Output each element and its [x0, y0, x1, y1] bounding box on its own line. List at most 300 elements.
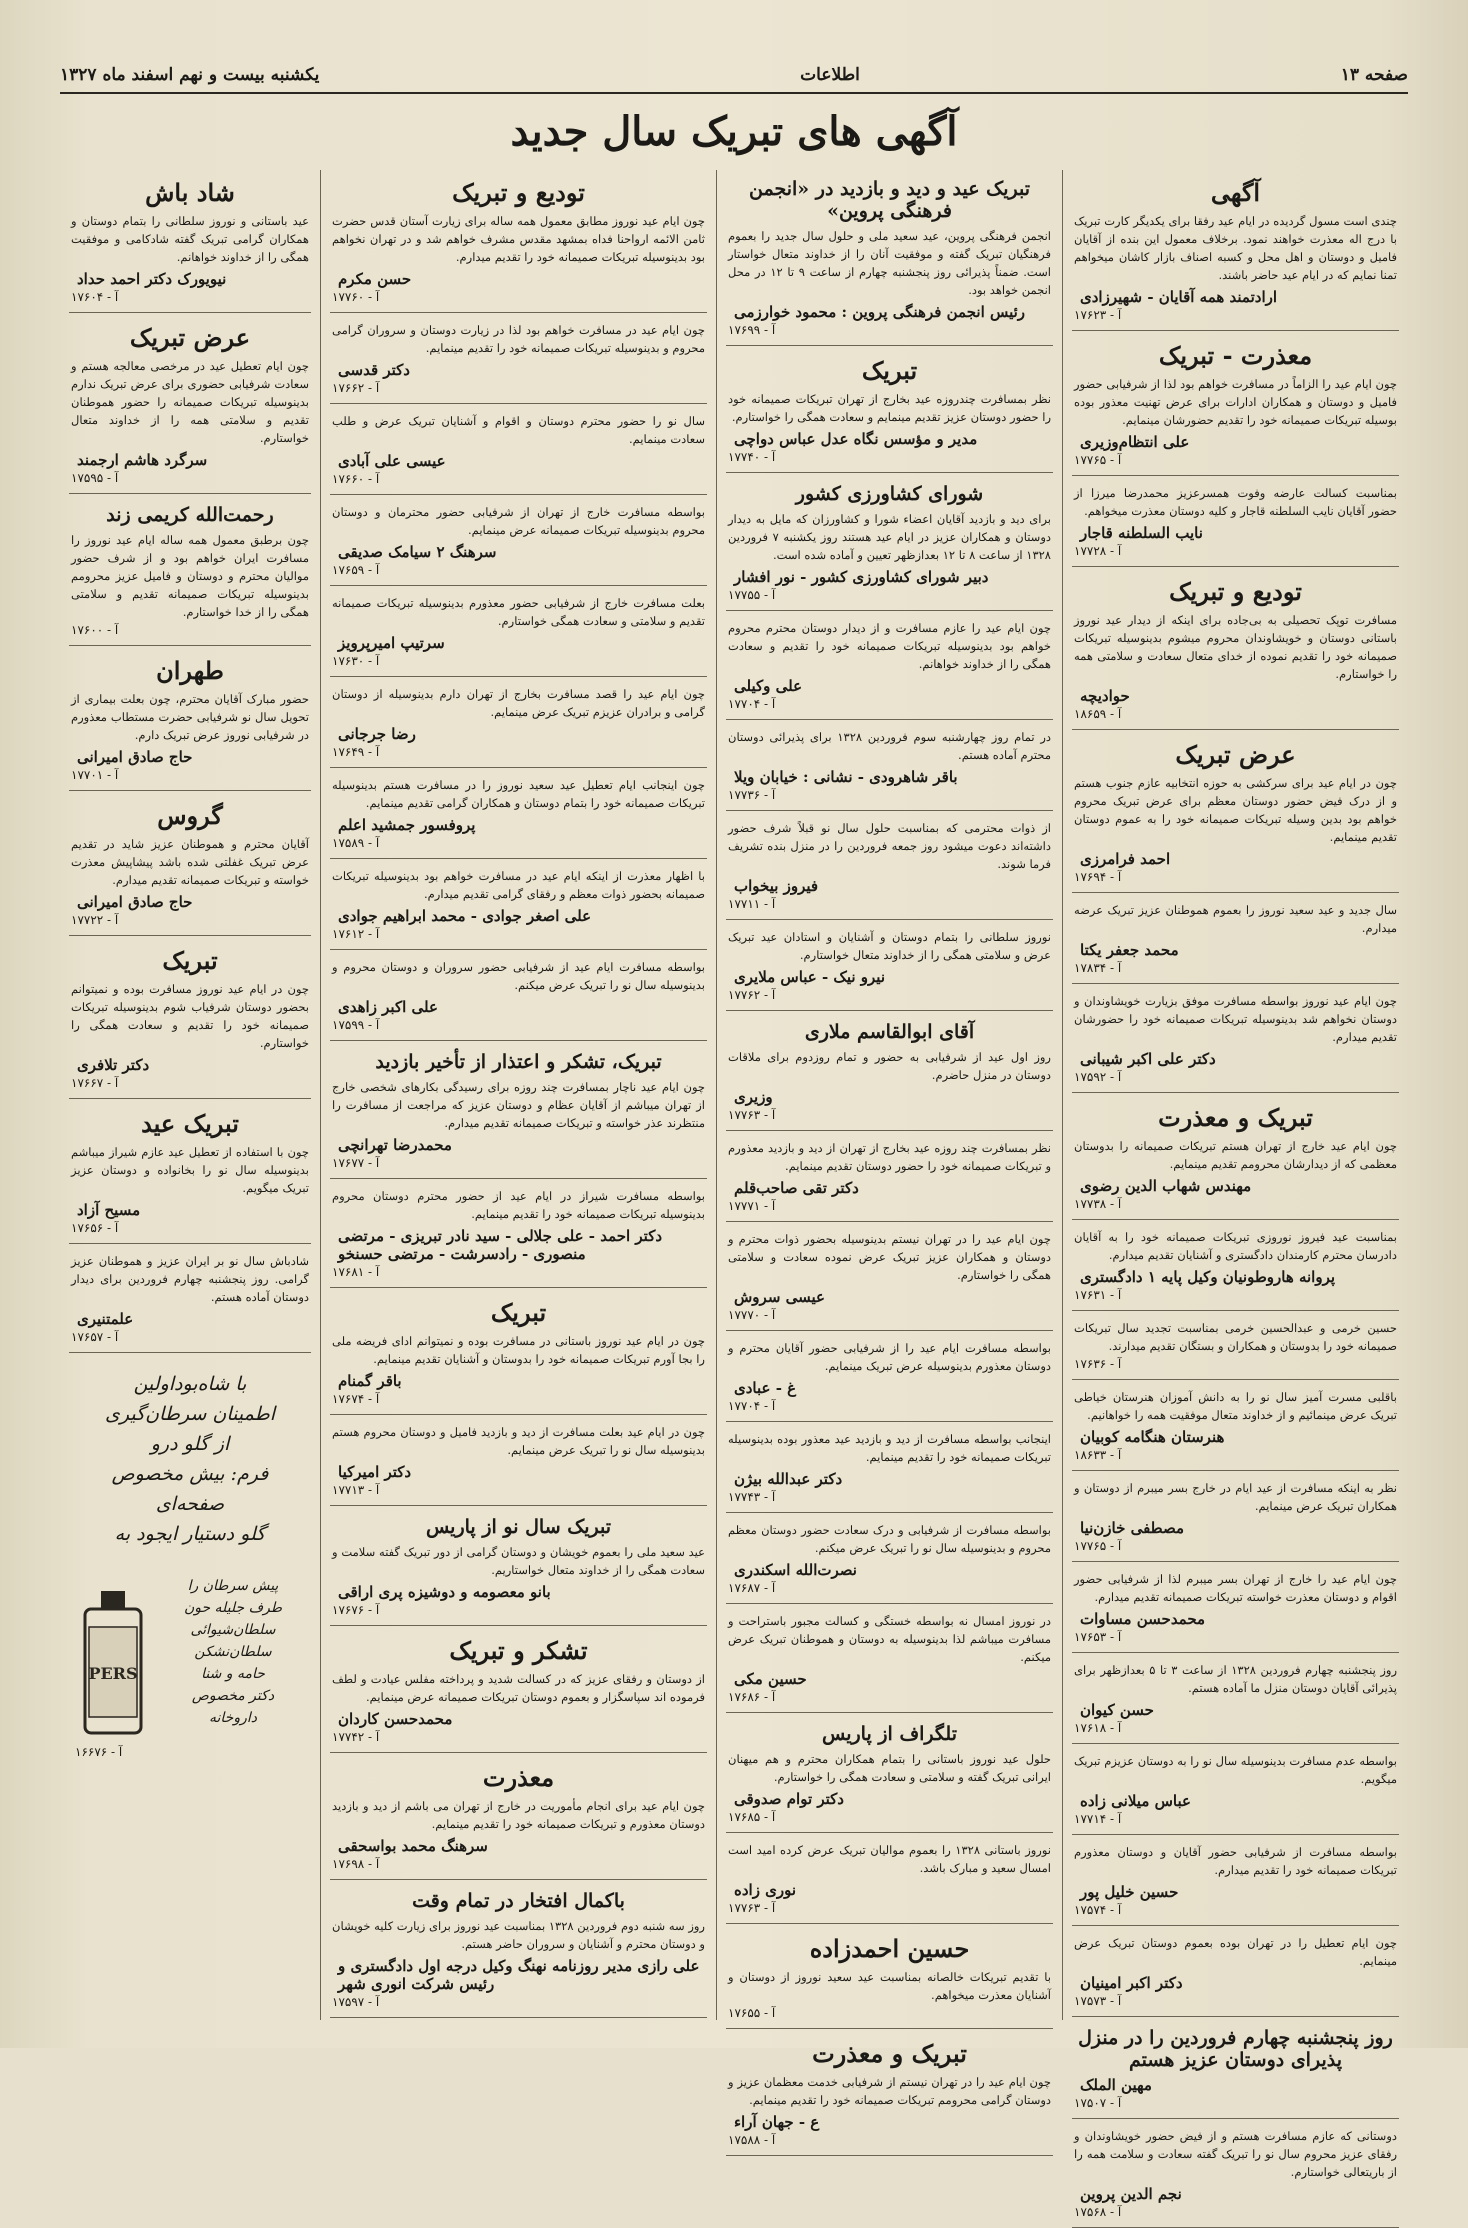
ad-block	[726, 1926, 1053, 2029]
ad-signature: سرهنگ محمد بواسحقی	[338, 1837, 488, 1855]
ad-code: ۱۷۶۹۴ - آ	[1074, 870, 1122, 884]
promo-side-line: حامه و شنا	[201, 1666, 265, 1682]
ad-signature: حسین خلیل پور	[1080, 1883, 1179, 1901]
ad-body: بواسطه مسافرت از شرفیابی حضور آقایان و دوستان معذورم تبریکات صمیمانه خود را تقدیم میدارم.	[1074, 1845, 1397, 1877]
ad-title: تبریک سال نو از پاریس	[425, 1516, 612, 1538]
ad-code: ۱۷۵۹۲ - آ	[1074, 1070, 1122, 1084]
ad-body: بواسطه مسافرت شیراز در ایام عید از حضور محترم دوستان محروم بدینوسیله تبریکات صمیمانه خود را تقدیم مینمایم.	[332, 1189, 705, 1221]
ad-body: با تقدیم تبریکات خالصانه بمناسبت عید سعید نوروز از دوستان و آشنایان معذرت میخواهم.	[728, 1970, 1051, 2002]
ad-code: ۱۷۷۶۳ - آ	[728, 1108, 776, 1122]
promo-line: صفحه‌ای	[155, 1493, 225, 1515]
ad-signature: مصطفی خازن‌نیا	[1080, 1519, 1185, 1537]
ad-block	[726, 922, 1053, 1011]
ad-signature: پروفسور جمشید اعلم	[338, 816, 476, 834]
ad-block	[726, 722, 1053, 811]
ad-block	[1072, 569, 1399, 730]
ad-signature: نیویورک دکتر احمد حداد	[77, 270, 227, 288]
ad-signature: سرتیپ امیرپرویز	[338, 634, 445, 652]
ad-body: باقلبی مسرت آمیز سال نو را به دانش آموزان هنرستان خیاطی تبریک عرض مینمائیم و از خداوند متعال موفقیت همه را خواهانیم.	[1074, 1390, 1397, 1422]
promo-side-text	[159, 1567, 307, 1737]
ad-code: ۱۷۶۵۵ - آ	[728, 2006, 776, 2020]
ad-block	[1072, 986, 1399, 1093]
ad-body: دوستانی که عازم مسافرت هستم و از فیض حضور خویشاوندان و رفقای عزیز محروم سال نو را تبریک گفته سعادت و سلامت همه را از باریتعالی خواستارم.	[1074, 2129, 1397, 2179]
ad-body: چون در ایام عید نوروز باستانی در مسافرت بوده و نمیتوانم ادای فریضه ملی را بجا آورم تبریکات صمیمانه خود را بدوستان و آشنایان تقدیم مینمایم.	[332, 1334, 705, 1366]
ad-body: چون در ایام عید برای سرکشی به حوزه انتخابیه عازم جنوب هستم و از درک فیض حضور دوستان معظم برای عرض تبریک محروم خواهم بود بدین وسیله تبریکات صمیمانه خود را به عموم دوستان تقدیم مینمایم.	[1074, 776, 1397, 844]
ad-code: ۱۷۶۰۰ - آ	[71, 623, 119, 637]
ad-signature: باقر شاهرودی - نشانی : خیابان ویلا	[734, 768, 958, 786]
promo-side-line: سلطان‌شیوائی	[190, 1622, 276, 1638]
ad-block	[69, 648, 311, 791]
promo-side-line: پیش سرطان را	[187, 1578, 279, 1594]
ad-code: ۱۷۶۱۸ - آ	[1074, 1721, 1122, 1735]
ad-body: چون ایام عید نوروز مطابق معمول همه ساله برای زیارت آستان قدس حضرت ثامن الائمه ارواحنا فداه بمشهد مقدس مشرف خواهم شد و در تهران نخواهم بود بدینوسیله تبریکات صمیمانه خود را تقدیم میدارم.	[332, 214, 705, 264]
ad-block	[1072, 333, 1399, 476]
ad-code: ۱۷۷۰۱ - آ	[71, 768, 119, 782]
ad-block	[1072, 1313, 1399, 1380]
ad-code: ۱۷۵۹۵ - آ	[71, 471, 119, 485]
ad-signature: علی انتظام‌وزیری	[1080, 433, 1190, 451]
column-1	[1062, 170, 1408, 2219]
ad-title: عرض تبریک	[1175, 740, 1296, 769]
ad-body: حلول عید نوروز باستانی را بتمام همکاران محترم و هم میهنان ایرانی تبریک گفته و سلامتی و سعادت همگی را خواستارم.	[728, 1752, 1051, 1784]
ad-block	[726, 1424, 1053, 1513]
ad-body: چندی است مسول گردیده در ایام عید رفقا برای یکدیگر کارت تبریک با درج اله معذرت خواهند نمود. برخلاف معمول این بنده از آقایان فامیل و دوستان و اهل محل و کسبه اصناف بازار کاشان میخواهم تمنا نمایم که در ایام عید حاضر باشند.	[1074, 214, 1397, 282]
ad-signature: دکتر عبدالله بیژن	[734, 1470, 843, 1488]
ad-title: آقای ابوالقاسم ملاری	[804, 1021, 975, 1043]
ad-block	[726, 1224, 1053, 1331]
ad-block	[1072, 1928, 1399, 2017]
ad-body: نوروز سلطانی را بتمام دوستان و آشنایان و استادان عید تبریک عرض و سلامتی همگی را از خداوند متعال خواستارم.	[728, 930, 1051, 962]
promo-side-line: طرف جلیله حون	[183, 1600, 283, 1616]
ad-code: ۱۷۶۱۲ - آ	[332, 927, 380, 941]
ad-block	[330, 1508, 707, 1626]
ad-signature: محمدحسن کاردان	[338, 1710, 453, 1728]
ad-title: تبریک و معذرت	[812, 2039, 967, 2068]
ad-title: معذرت	[482, 1763, 555, 1792]
ad-block	[1072, 2121, 1399, 2228]
ad-signature: مهین الملک	[1080, 2076, 1152, 2094]
ad-signature: نیرو نیک - عباس ملایری	[734, 968, 885, 986]
ad-signature: دبیر شورای کشاورزی کشور - نور افشار	[734, 568, 989, 586]
ad-block	[726, 1333, 1053, 1422]
ad-code: ۱۷۷۶۰ - آ	[332, 290, 380, 304]
ad-block	[330, 497, 707, 586]
ad-code: ۱۷۶۵۳ - آ	[1074, 1630, 1122, 1644]
ad-block	[69, 170, 311, 313]
promo-line: اطمینان سرطان‌گیری	[104, 1403, 276, 1425]
ad-code: ۱۸۶۵۹ - آ	[1074, 707, 1122, 721]
promo-text	[71, 1361, 309, 1557]
ad-signature: وزیری	[734, 1088, 773, 1106]
ad-body: انجمن فرهنگی پروین، عید سعید ملی و حلول سال جدید را بعموم فرهنگیان تبریک گفته و موفقیت آنان را از خداوند متعال خواستار است. ضمناً پذیرائی روز پنجشنبه چهارم از ساعت ۹ تا ۱۲ در محل انجمن خواهد بود.	[728, 229, 1052, 297]
ad-body: روز پنجشنبه چهارم فروردین ۱۳۲۸ از ساعت ۳ تا ۵ بعدازظهر برای پذیرائی آقایان دوستان منزل ما آماده هستم.	[1074, 1663, 1398, 1695]
ad-code: ۱۷۵۷۳ - آ	[1074, 1994, 1122, 2008]
ad-signature: باقر گمنام	[338, 1372, 402, 1390]
bottle-illustration	[73, 1587, 153, 1737]
ad-body: مسافرت توپک تحصیلی به بی‌جاده برای اینکه از دیدار عید نوروز باستانی دوستان و خویشاوندان محروم میشوم بدینوسیله تبریکات صمیمانه خود را تقدیم نموده از خدای متعال سعادت و سلامتی همه را خواستارم.	[1074, 613, 1397, 681]
ad-block	[1072, 732, 1399, 893]
ad-signature: دکتر اکبر امینیان	[1080, 1974, 1183, 1992]
promo-side-line: دکتر مخصوص	[191, 1688, 275, 1704]
ad-code: ۱۷۶۶۲ - آ	[332, 381, 380, 395]
ad-title: تبریک عید و دید و بازدید در «انجمن فرهنگی پروین»	[749, 178, 1030, 222]
ad-body: سال جدید و عید سعید نوروز را بعموم هموطنان عزیز تبریک عرضه میدارم.	[1074, 903, 1397, 935]
ad-body: با اظهار معذرت از اینکه ایام عید در مسافرت خواهم بود بدینوسیله تبریکات صمیمانه بحضور ذوات معظم و رفقای گرامی تقدیم میدارم.	[332, 869, 705, 901]
ad-code: ۱۷۶۸۶ - آ	[728, 1690, 776, 1704]
ad-body: حسین خرمی و عبدالحسین خرمی بمناسبت تجدید سال تبریکات صمیمانه خود را بدوستان و همکاران و بستگان تقدیم میدارند.	[1074, 1321, 1397, 1353]
ad-code: ۱۷۶۵۹ - آ	[332, 563, 380, 577]
ad-block	[726, 475, 1053, 611]
ad-block	[726, 348, 1053, 473]
ad-block	[726, 1835, 1053, 1924]
ad-body: چون برطبق معمول همه ساله ایام عید نوروز را مسافرت ایران خواهم بود و از شرف حضور موالیان محترم و دوستان و فامیل عزیز محرومم بدینوسیله تبریکات صمیمانه تقدیم و سلامتی همگی را از خدا خواستارم.	[71, 533, 309, 619]
ad-code: ۱۷۶۷۶ - آ	[332, 1603, 380, 1617]
ad-code: ۱۷۷۴۲ - آ	[332, 1730, 380, 1744]
ad-title: تبریک	[162, 946, 218, 975]
ad-code: ۱۷۶۰۴ - آ	[71, 290, 119, 304]
ad-signature: نایب السلطنه قاجار	[1080, 524, 1203, 542]
ad-code: ۱۷۵۸۹ - آ	[332, 836, 380, 850]
ad-title: حسین احمدزاده	[809, 1934, 970, 1963]
ad-signature: عباس میلانی زاده	[1080, 1792, 1191, 1810]
ad-block	[330, 1755, 707, 1880]
ad-code: ۱۷۷۷۱ - آ	[728, 1199, 776, 1213]
ad-block	[1072, 1655, 1399, 1744]
column-2	[716, 170, 1062, 2147]
ad-code: ۱۷۷۴۰ - آ	[728, 450, 776, 464]
ad-code: ۱۷۷۶۵ - آ	[1074, 453, 1122, 467]
ad-code: ۱۷۶۸۷ - آ	[728, 1581, 776, 1595]
ad-code: ۱۸۶۳۳ - آ	[1074, 1448, 1122, 1462]
ad-block	[1072, 1473, 1399, 1562]
ad-code: ۱۷۸۳۴ - آ	[1074, 961, 1122, 975]
ad-signature: سرگرد هاشم ارجمند	[77, 451, 208, 469]
ad-title: رحمت‌الله کریمی زند	[106, 504, 274, 526]
ad-body: سال نو را حضور محترم دوستان و اقوام و آشنایان تبریک عرض و طلب سعادت مینمایم.	[332, 414, 705, 446]
ad-signature: هنرستان هنگامه کوبیان	[1080, 1428, 1225, 1446]
ad-body: حضور مبارک آقایان محترم، چون بعلت بیماری از تحویل سال نو شرفیابی حضرت مستطاب معذورم در شرفیابی نوروز عرض تبریک دارم.	[71, 692, 309, 742]
ad-code: ۱۷۵۶۸ - آ	[1074, 2205, 1122, 2219]
ad-code: ۱۷۶۶۰ - آ	[332, 472, 380, 486]
ad-body: چون ایام عید ناچار بمسافرت چند روزه برای رسیدگی بکارهای شخصی خارج از تهران میباشم از آقایان عظام و دوستان عزیز که مراجعت از مسافرت را منتظرند عذر خواسته و تبریکات صمیمانه تقدیم میدارم.	[332, 1080, 705, 1130]
ad-code: ۱۷۷۱۳ - آ	[332, 1483, 380, 1497]
ad-body: چون ایام عید نوروز بواسطه مسافرت موفق بزیارت خویشاوندان و دوستان نخواهم شد بدینوسیله تبریکات صمیمانه خود را حضورشان تقدیم میدارم.	[1074, 994, 1397, 1044]
ad-title: تبریک، تشکر و اعتذار از تأخیر بازدید	[375, 1051, 662, 1073]
ad-code: ۱۷۷۰۴ - آ	[728, 1399, 776, 1413]
ad-code: ۱۷۶۷۷ - آ	[332, 1156, 380, 1170]
ad-title: روز پنجشنبه چهارم فروردین را در منزل پذیرای دوستان عزیز هستم	[1078, 2027, 1393, 2071]
ad-signature: حسن مکرم	[338, 270, 412, 288]
ad-block	[330, 170, 707, 313]
ad-signature: حاج صادق امیرانی	[77, 748, 193, 766]
ad-body: چون ایام عید را در تهران نیستم از شرفیابی خدمت معظمان عزیز و دوستان گرامی محرومم تبریکات صمیمانه خود را تقدیم مینمایم.	[728, 2075, 1051, 2107]
ad-code: ۱۷۷۱۴ - آ	[1074, 1812, 1122, 1826]
ad-block	[330, 679, 707, 768]
promo-line: فرم: بیش مخصوص	[111, 1463, 269, 1485]
ad-signature: علی اصغر جوادی - محمد ابراهیم جوادی	[338, 907, 592, 925]
ad-body: چون ایام عید برای انجام مأموریت در خارج از تهران می باشم از دید و بازدید دوستان معذورم و تبریکات صمیمانه خود را تقدیم مینمایم.	[332, 1799, 705, 1831]
ad-code: ۱۷۶۶۷ - آ	[71, 1076, 119, 1090]
ad-title: تبریک	[490, 1298, 547, 1327]
ad-code: ۱۷۷۴۳ - آ	[728, 1490, 776, 1504]
ad-body: چون ایام تعطیل عید در مرخصی معالجه هستم و سعادت شرفیابی حضوری برای عرض تبریک ندارم بدینوسیله تبریکات صمیمانه را حضور هموطنان تقدیم و سلامتی همه را از خداوند متعال خواستارم.	[71, 359, 309, 445]
newspaper-name: اطلاعات	[800, 65, 860, 85]
ad-title: تودیع و تبریک	[452, 178, 585, 207]
ad-body: از ذوات محترمی که بمناسبت حلول سال نو قبلاً شرف حضور داشته‌اند دعوت میشود روز جمعه فروردین را در منزل بنده تشریف فرما شوند.	[728, 821, 1051, 871]
ad-title: شورای کشاورزی کشور	[795, 483, 984, 505]
promo-side-line: سلطان‌نشکن	[194, 1644, 272, 1660]
ad-title: باکمال افتخار در تمام وقت	[412, 1890, 625, 1912]
ad-signature: علمتنیری	[77, 1310, 134, 1328]
ad-code: ۱۷۷۲۸ - آ	[1074, 544, 1122, 558]
ad-code: ۱۷۵۰۷ - آ	[1074, 2096, 1122, 2110]
ad-title: طهران	[156, 656, 224, 685]
ad-block	[330, 770, 707, 859]
ad-body: نوروز باستانی ۱۳۲۸ را بعموم موالیان تبریک عرض کرده امید است امسال سعید و مبارک باشد.	[728, 1843, 1051, 1875]
ad-block	[69, 315, 311, 494]
ad-body: بواسطه مسافرت ایام عید از شرفیابی حضور سروران و دوستان محروم و بدینوسیله سال نو را تبریک عرض میکنم.	[332, 960, 705, 992]
ad-body: چون در ایام عید بعلت مسافرت از دید و بازدید فامیل و دوستان محروم هستم بدینوسیله سال نو را تبریک عرض مینمایم.	[332, 1425, 705, 1457]
ad-block	[726, 1606, 1053, 1713]
ad-body: بواسطه مسافرت خارج از تهران از شرفیابی حضور محترمان و دوستان محروم بدینوسیله تبریکات صمیمانه عرض مینمایم.	[332, 505, 705, 537]
ad-block	[69, 1246, 311, 1353]
ad-code: ۱۷۶۴۹ - آ	[332, 745, 380, 759]
ad-signature: مهندس شهاب الدین رضوی	[1080, 1177, 1252, 1195]
ad-code: ۱۷۶۳۶ - آ	[1074, 1357, 1122, 1371]
ad-body: بعلت مسافرت خارج از شرفیابی حضور معذورم بدینوسیله تبریکات صمیمانه تقدیم و سلامتی و سعادت همگی خواستارم.	[332, 596, 705, 628]
ad-signature: دکتر توام صدوقی	[734, 1790, 844, 1808]
ad-title: تلگراف از پاریس	[822, 1723, 957, 1745]
ad-signature: بانو معصومه و دوشیزه پری اراقی	[338, 1583, 551, 1601]
ad-code: ۱۷۵۹۷ - آ	[332, 1995, 380, 2009]
ad-body: در تمام روز چهارشنبه سوم فروردین ۱۳۲۸ برای پذیرائی دوستان محترم آماده هستم.	[728, 730, 1051, 762]
ad-block	[330, 1290, 707, 1415]
ad-body: نظر بمسافرت چندروزه عید بخارج از تهران تبریکات صمیمانه خود را حضور دوستان عزیز تقدیم مینمایم و سعادت همگی را خواستارم.	[728, 392, 1051, 424]
ad-body: چون ایام عید در مسافرت خواهم بود لذا در زیارت دوستان و سروران گرامی محروم و بدینوسیله تبریکات صمیمانه خود را تقدیم مینمایم.	[332, 323, 705, 355]
ad-block	[1072, 2019, 1399, 2119]
ad-body: برای دید و بازدید آقایان اعضاء شورا و کشاورزان که مایل به دیدار دوستان و همکاران عزیز در ایام عید هستند روز یکشنبه ۷ فروردین ۱۳۲۸ از ساعت ۸ تا ۱۲ بعدازظهر تعیین و آماده شده است.	[728, 512, 1051, 562]
ad-code: ۱۷۶۸۱ - آ	[332, 1265, 380, 1279]
ad-signature: حسین مکی	[734, 1670, 807, 1688]
ad-block	[69, 496, 311, 646]
ad-body: چون ایام تعطیل را در تهران بوده بعموم دوستان تبریک عرض مینمایم.	[1074, 1936, 1397, 1968]
ad-code: ۱۷۵۹۹ - آ	[332, 1018, 380, 1032]
ad-signature: محمدحسن مساوات	[1080, 1610, 1206, 1628]
ad-body: شادباش سال نو بر ایران عزیز و هموطنان عزیز گرامی. روز پنجشنبه چهارم فروردین برای دیدار دوستان آماده هستم.	[71, 1254, 309, 1304]
promo-line: با شاه‌بوداولین	[133, 1373, 247, 1395]
ad-block	[330, 1628, 707, 1753]
ad-block	[330, 1043, 707, 1179]
ad-block	[1072, 1222, 1399, 1311]
ad-body: چون با استفاده از تعطیل عید عازم شیراز میباشم بدینوسیله سال نو را بخانواده و دوستان عزیز تبریک میگویم.	[71, 1145, 309, 1195]
ad-signature: نصرت‌الله اسکندری	[734, 1561, 857, 1579]
ad-code: ۱۷۷۰۴ - آ	[728, 697, 776, 711]
ad-title: تودیع و تبریک	[1169, 577, 1302, 606]
column-4	[60, 170, 320, 2020]
ad-title: گروس	[157, 801, 223, 830]
ad-code: ۱۷۶۲۳ - آ	[1074, 308, 1122, 322]
ad-body: عید باستانی و نوروز سلطانی را بتمام دوستان و همکاران گرامی تبریک گفته شادکامی و موفقیت همگی را از خداوند خواهانم.	[71, 214, 309, 264]
ad-block	[330, 1417, 707, 1506]
ad-block	[330, 315, 707, 404]
ad-body: روز اول عید از شرفیابی به حضور و تمام روزدوم برای ملاقات دوستان در منزل حاضرم.	[728, 1050, 1051, 1082]
ad-block	[1072, 1746, 1399, 1835]
ad-signature: دکتر احمد - علی جلالی - سید نادر تبریزی - مرتضی منصوری - رادسرشت - مرتضی حسنخو	[338, 1227, 663, 1263]
ad-block	[726, 813, 1053, 920]
ad-code: ۱۷۶۵۶ - آ	[71, 1221, 119, 1235]
ad-block	[1072, 1837, 1399, 1926]
ad-body: چون ایام عید را در تهران نیستم بدینوسیله بحضور ذوات محترم و دوستان و همکاران عزیز تبریک عرض نموده سعادت و سلامتی همگی را خواستارم.	[728, 1232, 1051, 1282]
ad-signature: حسن کیوان	[1080, 1701, 1154, 1719]
promo-line: گلو دستیار ایجود به	[114, 1523, 266, 1545]
ad-block	[726, 2031, 1053, 2156]
ad-body: اینجانب بواسطه مسافرت از دید و بازدید عید معذور بوده بدینوسیله تبریکات صمیمانه خود را تقدیم مینمایم.	[728, 1432, 1051, 1464]
ad-signature: مدیر و مؤسس نگاه عدل عباس دواچی	[734, 430, 978, 448]
ad-signature: علی وکیلی	[734, 677, 803, 695]
ad-body: بواسطه مسافرت ایام عید را از شرفیابی حضور آقایان محترم و دوستان معذورم بدینوسیله عرض تبریک مینمایم.	[728, 1341, 1051, 1373]
ad-title: تبریک	[861, 356, 918, 385]
ad-block	[1072, 170, 1399, 331]
ad-block	[330, 861, 707, 950]
ad-code: ۱۷۷۳۶ - آ	[728, 788, 776, 802]
ad-block	[726, 1133, 1053, 1222]
bottle-label: PERS	[88, 1664, 138, 1683]
ad-signature: علی اکبر زاهدی	[338, 998, 438, 1016]
ad-code: ۱۷۶۵۷ - آ	[71, 1330, 119, 1344]
promo-ad	[69, 1355, 311, 1565]
ad-signature: غ - عبادی	[734, 1379, 797, 1397]
ad-code: ۱۷۶۳۱ - آ	[1074, 1288, 1122, 1302]
ad-body: چون اینجانب ایام تعطیل عید سعید نوروز را در مسافرت هستم بدینوسیله تبریکات صمیمانه خود را بتمام دوستان و همکاران گرامی تقدیم مینمایم.	[332, 778, 705, 810]
ad-title: شاد باش	[145, 178, 235, 207]
ad-signature: دکتر قدسی	[338, 361, 410, 379]
ad-signature: علی رازی مدیر روزنامه نهنگ وکیل درجه اول دادگستری و رئیس شرکت انوری شهر	[338, 1957, 700, 1993]
ad-block	[330, 406, 707, 495]
ad-block	[726, 613, 1053, 720]
ad-body: چون در ایام عید نوروز مسافرت بوده و نمیتوانم بحضور دوستان شرفیاب شوم بدینوسیله تبریکات صمیمانه خود را تقدیم و سعادت همگی را خواستارم.	[71, 982, 309, 1050]
ad-body: از دوستان و رفقای عزیز که در کسالت شدید و پرداخته مفلس عیادت و لطف فرموده اند سپاسگزار و بعموم دوستان تبریکات صمیمانه عرض مینمایم.	[332, 1672, 705, 1704]
ad-block	[69, 1101, 311, 1244]
ad-title: آگهی	[1210, 178, 1261, 207]
ad-body: روز سه شنبه دوم فروردین ۱۳۲۸ بمناسبت عید نوروز برای زیارت کلیه خویشان و دوستان محترم و آشنایان و سروران حاضر هستم.	[332, 1919, 705, 1951]
ad-signature: سرهنگ ۲ سیامک صدیقی	[338, 543, 497, 561]
ad-title: معذرت - تبریک	[1158, 341, 1313, 370]
ad-code: ۱۷۶۹۹ - آ	[728, 323, 776, 337]
ad-signature: پروانه هاروطونیان وکیل پایه ۱ دادگستری	[1080, 1268, 1336, 1286]
ad-code: ۱۷۷۶۵ - آ	[1074, 1539, 1122, 1553]
ad-signature: حاج صادق امیرانی	[77, 893, 193, 911]
ad-signature: فیروز بیخواب	[734, 877, 819, 895]
ad-body: نظر به اینکه مسافرت از عید ایام در خارج بسر میبرم از دوستان و همکاران تبریک عرض مینمایم.	[1074, 1481, 1397, 1513]
ad-body: چون ایام عید را خارج از تهران بسر میبرم لذا از شرفیابی حضور اقوام و دوستان معذرت خواسته تبریکات صمیمانه تقدیم میدارم.	[1074, 1572, 1397, 1604]
ad-signature: رضا جرجانی	[338, 725, 416, 743]
ad-code: ۱۷۵۷۴ - آ	[1074, 1903, 1122, 1917]
ad-signature: محمد جعفر یکتا	[1080, 941, 1179, 959]
ad-signature: دکتر امیرکیا	[338, 1463, 412, 1481]
ad-block	[726, 1515, 1053, 1604]
ad-block	[1072, 478, 1399, 567]
ad-signature: دکتر علی اکبر شیبانی	[1080, 1050, 1216, 1068]
ad-signature: رئیس انجمن فرهنگی پروین : محمود خوارزمی	[734, 303, 1026, 321]
ad-code: ۱۷۶۸۵ - آ	[728, 1810, 776, 1824]
ad-code: ۱۷۶۷۴ - آ	[332, 1392, 380, 1406]
ad-title: تشکر و تبریک	[449, 1636, 588, 1665]
ad-body: چون ایام عید را عازم مسافرت و از دیدار دوستان محترم محروم خواهم بود بدینوسیله تبریکات صمیمانه خود را تقدیم و سعادت همگی را از خداوند خواهانم.	[728, 621, 1051, 671]
masthead	[60, 58, 1408, 94]
ad-code: ۱۷۷۶۲ - آ	[728, 988, 776, 1002]
ad-body: بواسطه مسافرت از شرفیابی و درک سعادت حضور دوستان معظم محروم و بدینوسیله سال نو را تبریک عرض میکنم.	[728, 1523, 1051, 1555]
ad-block	[1072, 1564, 1399, 1653]
ad-body: بواسطه عدم مسافرت بدینوسیله سال نو را به دوستان عزیزم تبریک میگویم.	[1074, 1754, 1397, 1786]
ad-signature: نجم الدین پروین	[1080, 2185, 1182, 2203]
ad-body: در نوروز امسال نه بواسطه خستگی و کسالت مجبور باستراحت و مسافرت میباشم لذا بدینوسیله به دوستان و هموطنان تبریک عرض میکنم.	[728, 1614, 1051, 1664]
ad-block	[1072, 1382, 1399, 1471]
ad-block	[330, 1882, 707, 2018]
ad-body: چون ایام عید را قصد مسافرت بخارج از تهران دارم بدینوسیله از دوستان گرامی و برادران عزیزم تبریک عرض مینمایم.	[332, 687, 705, 719]
ad-code: ۱۷۶۳۰ - آ	[332, 654, 380, 668]
ad-code: ۱۷۷۳۸ - آ	[1074, 1197, 1122, 1211]
ad-block	[726, 1715, 1053, 1833]
ad-body: چون ایام عید خارج از تهران هستم تبریکات صمیمانه را بدوستان معظمی که از دیدارشان محرومم تقدیم مینمایم.	[1074, 1139, 1397, 1171]
promo-code: ۱۶۶۷۶ - آ	[75, 1745, 123, 1759]
ad-body: چون ایام عید را الزاماً در مسافرت خواهم بود لذا از شرفیابی حضور فامیل و دوستان و همکاران ادارات برای عرض تهنیت معذور بوده بوسیله تبریکات صمیمانه خود را تقدیم حضورشان مینمایم.	[1074, 377, 1397, 427]
ad-code: ۱۷۵۸۸ - آ	[728, 2133, 776, 2147]
ad-signature: حوادیچه	[1080, 687, 1130, 705]
ad-body: بمناسبت کسالت عارضه وفوت همسرعزیز محمدرضا میرزا از حضور آقایان نایب السلطنه قاجار و کلیه دوستان معذرت میخواهم.	[1074, 486, 1397, 518]
ad-signature: دکتر تقی صاحب‌قلم	[734, 1179, 859, 1197]
ad-signature: عیسی سروش	[734, 1288, 825, 1306]
ad-body: آقایان محترم و هموطنان عزیز شاید در تقدیم عرض تبریک غفلتی شده باشد پیشاپیش معذرت خواسته و تبریکات صمیمانه تقدیم میدارم.	[71, 837, 309, 887]
ad-body: نظر بمسافرت چند روزه عید بخارج از تهران از دید و بازدید معذورم و تبریکات صمیمانه خود را حضور دوستان تقدیم مینمایم.	[728, 1141, 1051, 1173]
ad-signature: ع - جهان آراء	[734, 2113, 820, 2131]
ad-code: ۱۷۷۵۵ - آ	[728, 588, 776, 602]
ad-title: تبریک عید	[141, 1109, 239, 1138]
ad-code: ۱۷۶۹۸ - آ	[332, 1857, 380, 1871]
ad-title: تبریک و معذرت	[1158, 1103, 1313, 1132]
ad-block	[330, 588, 707, 677]
ad-signature: ارادتمند همه آقایان - شهیرزادی	[1080, 288, 1278, 306]
ad-code: ۱۷۷۲۲ - آ	[71, 913, 119, 927]
ad-signature: دکتر تلافری	[77, 1056, 150, 1074]
ad-code: ۱۷۷۱۱ - آ	[728, 897, 776, 911]
page-number: صفحه ۱۳	[1340, 65, 1408, 85]
ad-signature: نوری زاده	[734, 1881, 797, 1899]
ad-columns	[60, 170, 1408, 2219]
ad-code: ۱۷۷۶۳ - آ	[728, 1901, 776, 1915]
ad-signature: محمدرضا تهرانچی	[338, 1136, 452, 1154]
ad-block	[69, 793, 311, 936]
ad-block	[330, 952, 707, 1041]
ad-block	[1072, 895, 1399, 984]
ad-body: بمناسبت عید فیروز نوروزی تبریکات صمیمانه خود را به آقایان دادرسان محترم کارمندان دادگستری و آشنایان تقدیم میدارم.	[1074, 1230, 1397, 1262]
ad-signature: مسیح آزاد	[77, 1201, 141, 1219]
ad-signature: احمد فرامرزی	[1080, 850, 1171, 868]
ad-code: ۱۷۷۷۰ - آ	[728, 1308, 776, 1322]
ad-title: عرض تبریک	[129, 323, 251, 352]
ad-block	[726, 1013, 1053, 1131]
bottle-icon	[73, 1587, 153, 1737]
promo-line: از گلو درو	[150, 1433, 230, 1455]
ad-body: عید سعید ملی را بعموم خویشان و دوستان گرامی از دور تبریک گفته سلامت و سعادت همگی را از خداوند متعال خواستاریم.	[332, 1545, 705, 1577]
promo-side-line: داروخانه	[209, 1710, 257, 1726]
column-3	[320, 170, 716, 2020]
ad-block	[330, 1181, 707, 1288]
ad-block	[726, 170, 1053, 346]
page-banner: آگهی های تبریک سال جدید	[510, 108, 958, 155]
ad-block	[69, 938, 311, 1099]
ad-block	[1072, 1095, 1399, 1220]
ad-signature: عیسی علی آبادی	[338, 452, 446, 470]
